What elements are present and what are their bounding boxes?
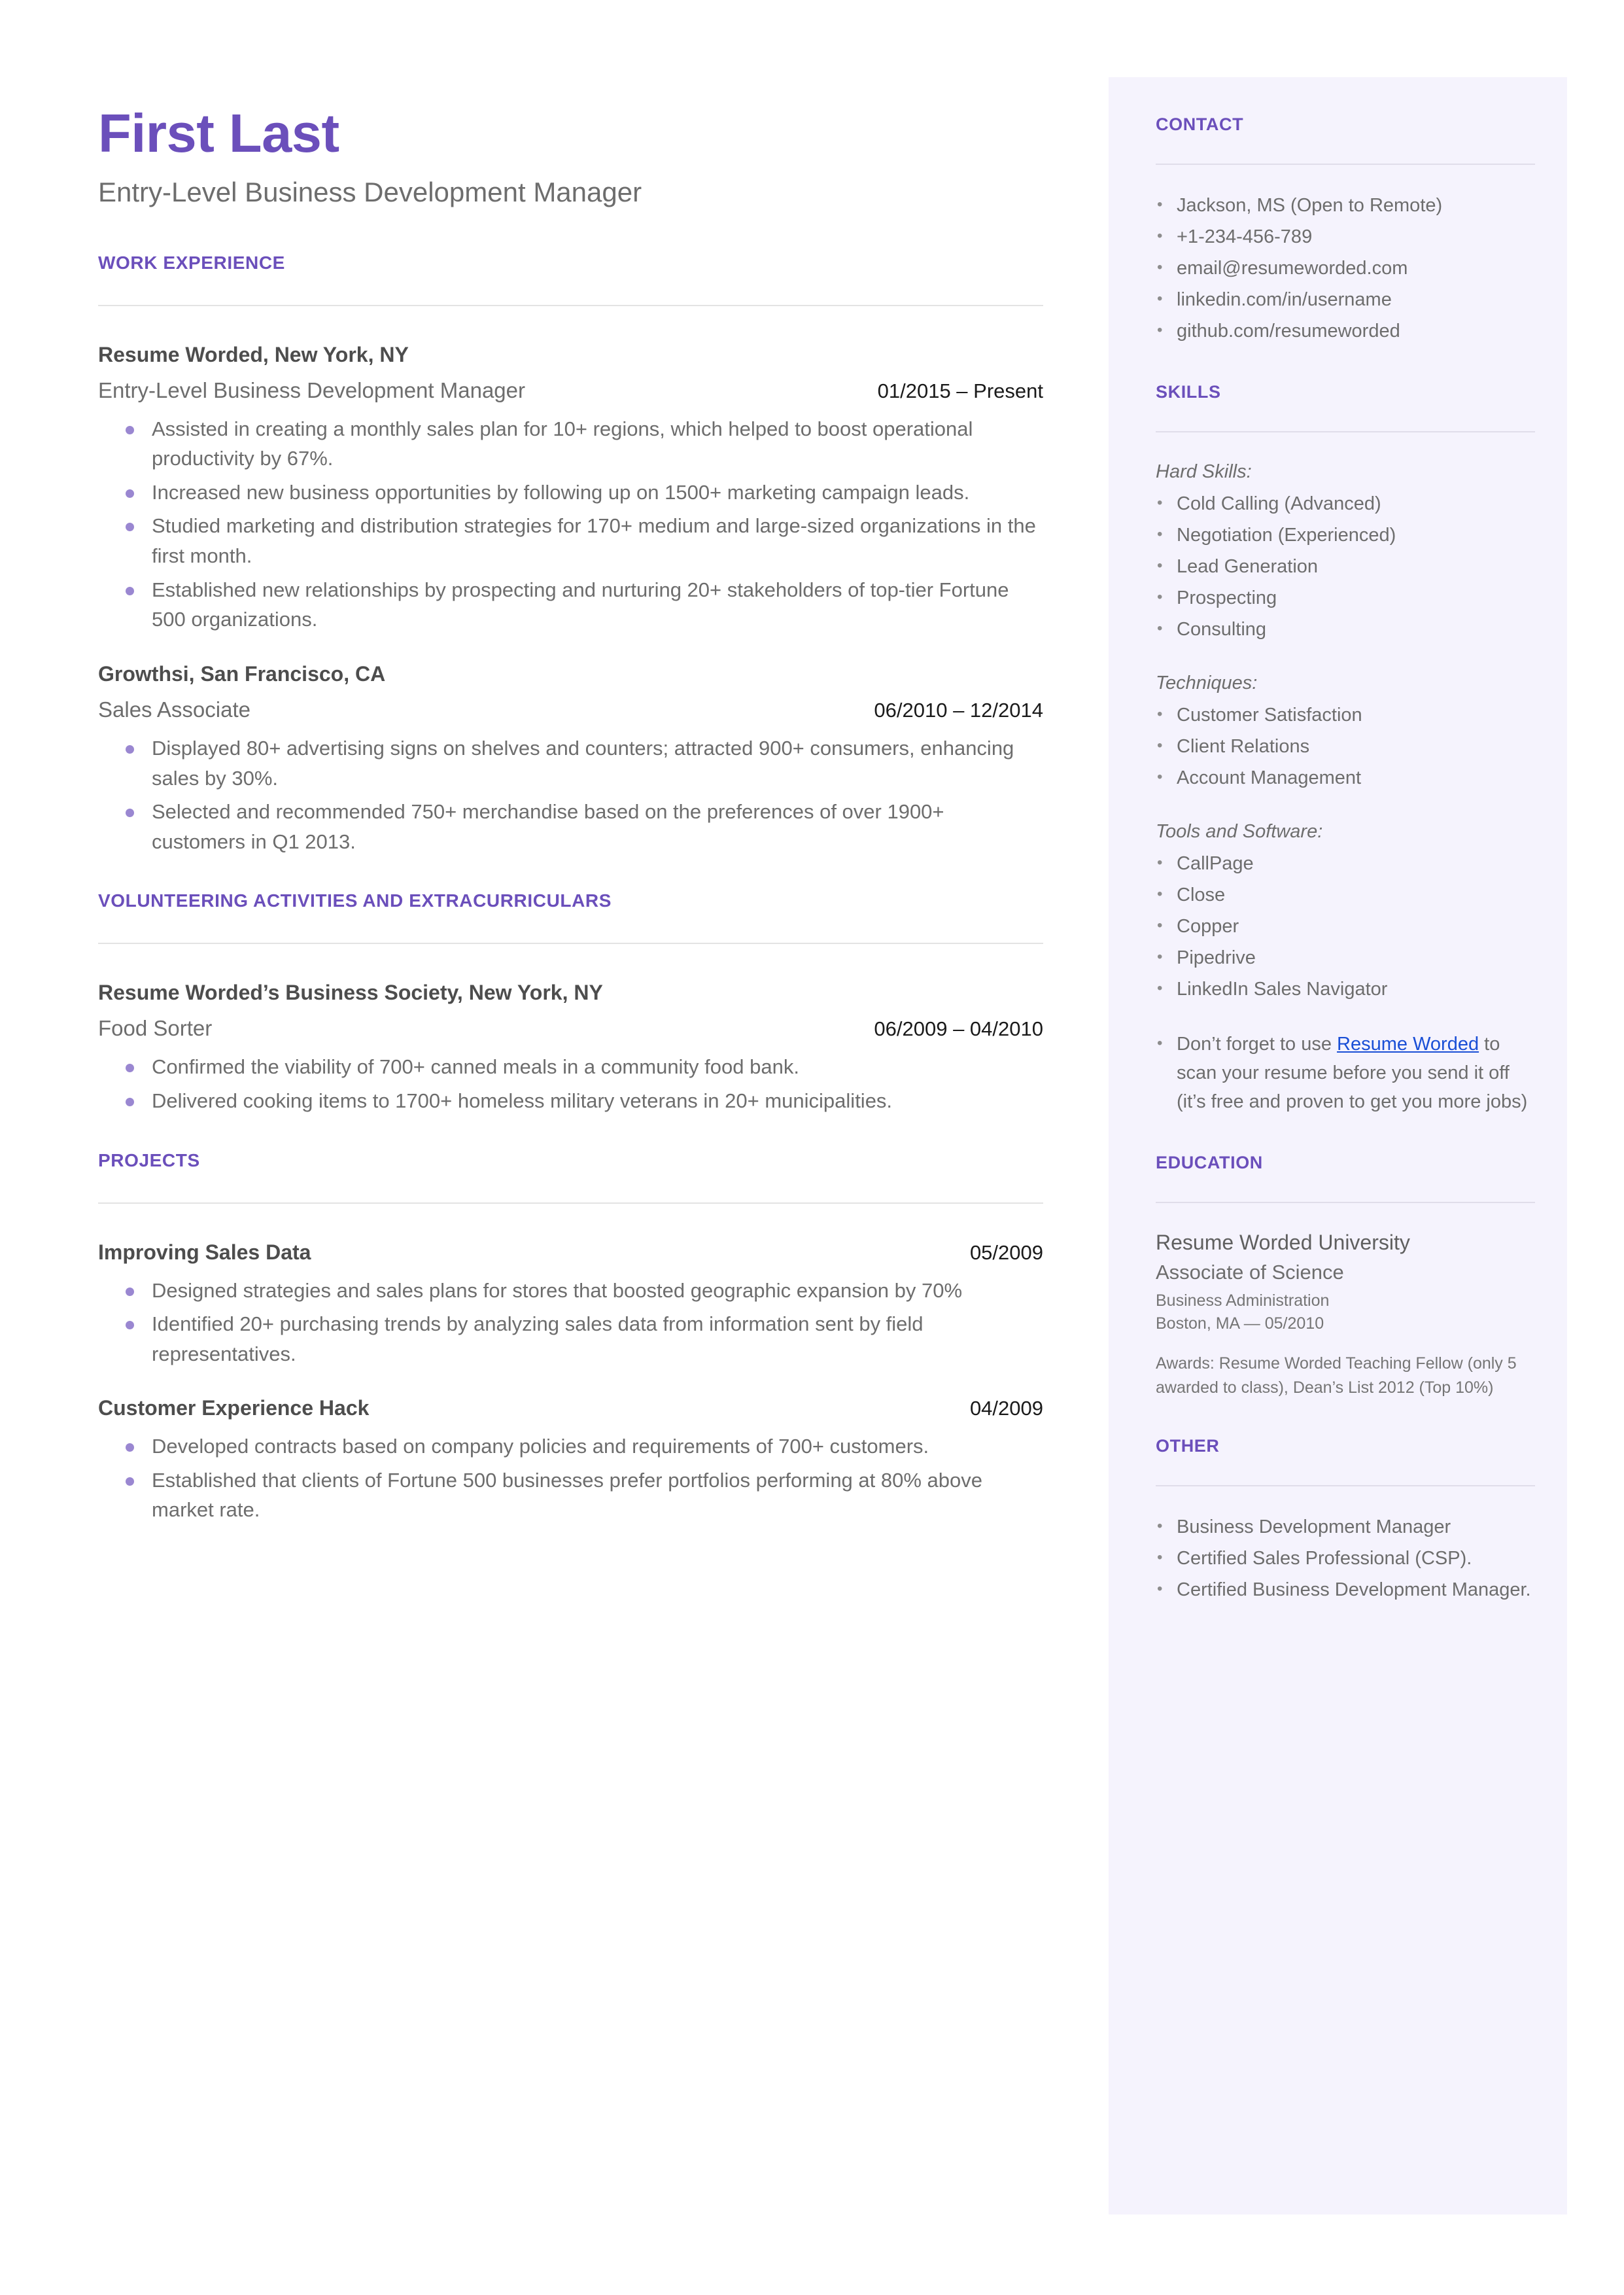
section-divider — [98, 1202, 1043, 1204]
volunteering-entry-title: Food Sorter — [98, 1016, 213, 1041]
volunteering-entry-org: Resume Worded’s Business Society, New York, NY — [98, 981, 603, 1005]
skills-group-label: Techniques: — [1156, 673, 1258, 694]
sidebar-heading-other: OTHER — [1156, 1435, 1220, 1456]
sidebar-divider — [1156, 1202, 1535, 1203]
skill-item: • LinkedIn Sales Navigator — [1156, 975, 1535, 1004]
contact-phone: • +1-234-456-789 — [1156, 222, 1535, 251]
sidebar-section-other — [1156, 1436, 1535, 1604]
skills-group-label: Tools and Software: — [1156, 821, 1323, 843]
section-divider — [98, 943, 1043, 944]
volunteering-entry-titlerow — [98, 1015, 1043, 1042]
skill-item: • Customer Satisfaction — [1156, 701, 1535, 729]
education-school: Resume Worded University — [1156, 1231, 1410, 1255]
skill-item: • Prospecting — [1156, 584, 1535, 612]
bullet-item: Designed strategies and sales plans for stores that boosted geographic expansion by 70% — [98, 1276, 1043, 1306]
bullet-item: Confirmed the viability of 700+ canned meals in a community food bank. — [98, 1052, 1043, 1082]
sidebar-heading-skills: SKILLS — [1156, 382, 1221, 402]
skill-item: • Client Relations — [1156, 732, 1535, 761]
volunteering-entry-date: 06/2009 – 04/2010 — [874, 1017, 1043, 1041]
candidate-name: First Last — [98, 103, 339, 164]
project-entry-titlerow — [98, 1395, 1043, 1421]
skill-item: • Negotiation (Experienced) — [1156, 521, 1535, 550]
section-work-experience — [98, 253, 1043, 857]
skills-list — [1156, 489, 1535, 644]
skills-list — [1156, 701, 1535, 792]
education-degree: Associate of Science — [1156, 1261, 1344, 1284]
promo-note-suffix: to scan your resume before you send it off (it’s free and proven to get you more jobs) — [1177, 1034, 1528, 1113]
skill-item: • CallPage — [1156, 849, 1535, 878]
contact-location: • Jackson, MS (Open to Remote) — [1156, 191, 1535, 220]
skill-item: • Pipedrive — [1156, 943, 1535, 972]
work-entry-date: 06/2010 – 12/2014 — [874, 698, 1043, 722]
project-entry-date: 05/2009 — [969, 1240, 1043, 1264]
section-heading-work-experience: WORK EXPERIENCE — [98, 252, 285, 273]
contact-linkedin[interactable]: • linkedin.com/in/username — [1156, 285, 1535, 314]
sidebar-heading-education: EDUCATION — [1156, 1153, 1263, 1173]
volunteering-entry-bullets — [98, 1052, 1043, 1115]
section-divider — [98, 305, 1043, 306]
skills-group-label: Hard Skills: — [1156, 461, 1252, 483]
skills-list — [1156, 849, 1535, 1004]
sidebar-heading-contact: CONTACT — [1156, 114, 1244, 134]
skill-item: • Close — [1156, 881, 1535, 909]
sidebar-section-skills — [1156, 382, 1535, 1116]
project-entry-title: Improving Sales Data — [98, 1240, 311, 1264]
sidebar-divider — [1156, 164, 1535, 165]
project-entry-bullets — [98, 1276, 1043, 1369]
bullet-item: Studied marketing and distribution strategies for 170+ medium and large-sized organizations in the first month. — [98, 511, 1043, 570]
project-entry-date: 04/2009 — [969, 1397, 1043, 1420]
contact-email[interactable]: • email@resumeworded.com — [1156, 254, 1535, 283]
sidebar-divider — [1156, 1485, 1535, 1486]
bullet-item: Displayed 80+ advertising signs on shelves and counters; attracted 900+ consumers, enhancing sales by 30%. — [98, 733, 1043, 793]
education-location-date: Boston, MA — 05/2010 — [1156, 1314, 1324, 1333]
skills-group-hard-skills — [1156, 459, 1535, 644]
work-entry-titlerow — [98, 696, 1043, 723]
work-entry-org: Resume Worded, New York, NY — [98, 342, 409, 366]
skill-item: • Account Management — [1156, 763, 1535, 792]
work-entry — [98, 342, 1043, 635]
skill-item: • Lead Generation — [1156, 552, 1535, 581]
volunteering-entry — [98, 979, 1043, 1115]
skill-item: • Consulting — [1156, 615, 1535, 644]
skill-item: • Cold Calling (Advanced) — [1156, 489, 1535, 518]
bullet-item: Delivered cooking items to 1700+ homeless military veterans in 20+ municipalities. — [98, 1086, 1043, 1116]
bullet-item: Increased new business opportunities by following up on 1500+ marketing campaign leads. — [98, 478, 1043, 508]
promo-note-prefix: Don’t forget to use — [1177, 1034, 1338, 1055]
project-entry-title: Customer Experience Hack — [98, 1396, 370, 1420]
sidebar-column — [1156, 114, 1535, 1641]
other-list — [1156, 1513, 1535, 1604]
resume-worded-promo-note — [1156, 1030, 1535, 1116]
work-entry-titlerow — [98, 377, 1043, 404]
work-entry-org: Growthsi, San Francisco, CA — [98, 661, 386, 686]
bullet-item: Established that clients of Fortune 500 businesses prefer portfolios performing at 80% above market rate. — [98, 1465, 1043, 1525]
project-entry-titlerow — [98, 1239, 1043, 1265]
other-item: • Certified Sales Professional (CSP). — [1156, 1544, 1535, 1573]
bullet-item: Assisted in creating a monthly sales plan for 10+ regions, which helped to boost operational productivity by 67%. — [98, 414, 1043, 474]
project-entry — [98, 1395, 1043, 1525]
skill-item: • Copper — [1156, 912, 1535, 941]
section-volunteering — [98, 890, 1043, 1115]
education-awards: Awards: Resume Worded Teaching Fellow (only 5 awarded to class), Dean’s List 2012 (Top 10%) — [1156, 1354, 1517, 1397]
project-entry — [98, 1239, 1043, 1369]
main-column — [98, 105, 1043, 1559]
contact-list — [1156, 191, 1535, 345]
work-entry-bullets — [98, 414, 1043, 635]
contact-github[interactable]: • github.com/resumeworded — [1156, 317, 1535, 345]
work-entry-title: Entry-Level Business Development Manager — [98, 377, 525, 402]
sidebar-divider — [1156, 431, 1535, 432]
bullet-item: Identified 20+ purchasing trends by analyzing sales data from information sent by field representatives. — [98, 1309, 1043, 1369]
candidate-headline: Entry-Level Business Development Manager — [98, 177, 642, 208]
other-item: • Business Development Manager — [1156, 1513, 1535, 1541]
project-entry-bullets — [98, 1431, 1043, 1525]
skills-group-techniques — [1156, 670, 1535, 792]
bullet-item: Developed contracts based on company policies and requirements of 700+ customers. — [98, 1431, 1043, 1462]
work-entry-bullets — [98, 733, 1043, 856]
resume-worded-link[interactable]: Resume Worded — [1337, 1034, 1479, 1055]
section-projects — [98, 1150, 1043, 1525]
sidebar-section-contact — [1156, 114, 1535, 345]
work-entry-title: Sales Associate — [98, 697, 251, 722]
work-entry-date: 01/2015 – Present — [877, 379, 1043, 402]
work-entry — [98, 661, 1043, 857]
education-field: Business Administration — [1156, 1291, 1330, 1310]
skills-group-tools-and-software — [1156, 818, 1535, 1004]
other-item: • Certified Business Development Manager. — [1156, 1575, 1535, 1604]
bullet-item: Established new relationships by prospecting and nurturing 20+ stakeholders of top-tier Fortune 500 organizations. — [98, 575, 1043, 635]
section-heading-volunteering: VOLUNTEERING ACTIVITIES AND EXTRACURRICULARS — [98, 890, 612, 911]
section-heading-projects: PROJECTS — [98, 1149, 200, 1170]
sidebar-section-education — [1156, 1153, 1535, 1399]
bullet-item: Selected and recommended 750+ merchandise based on the preferences of over 1900+ customers in Q1 2013. — [98, 797, 1043, 856]
